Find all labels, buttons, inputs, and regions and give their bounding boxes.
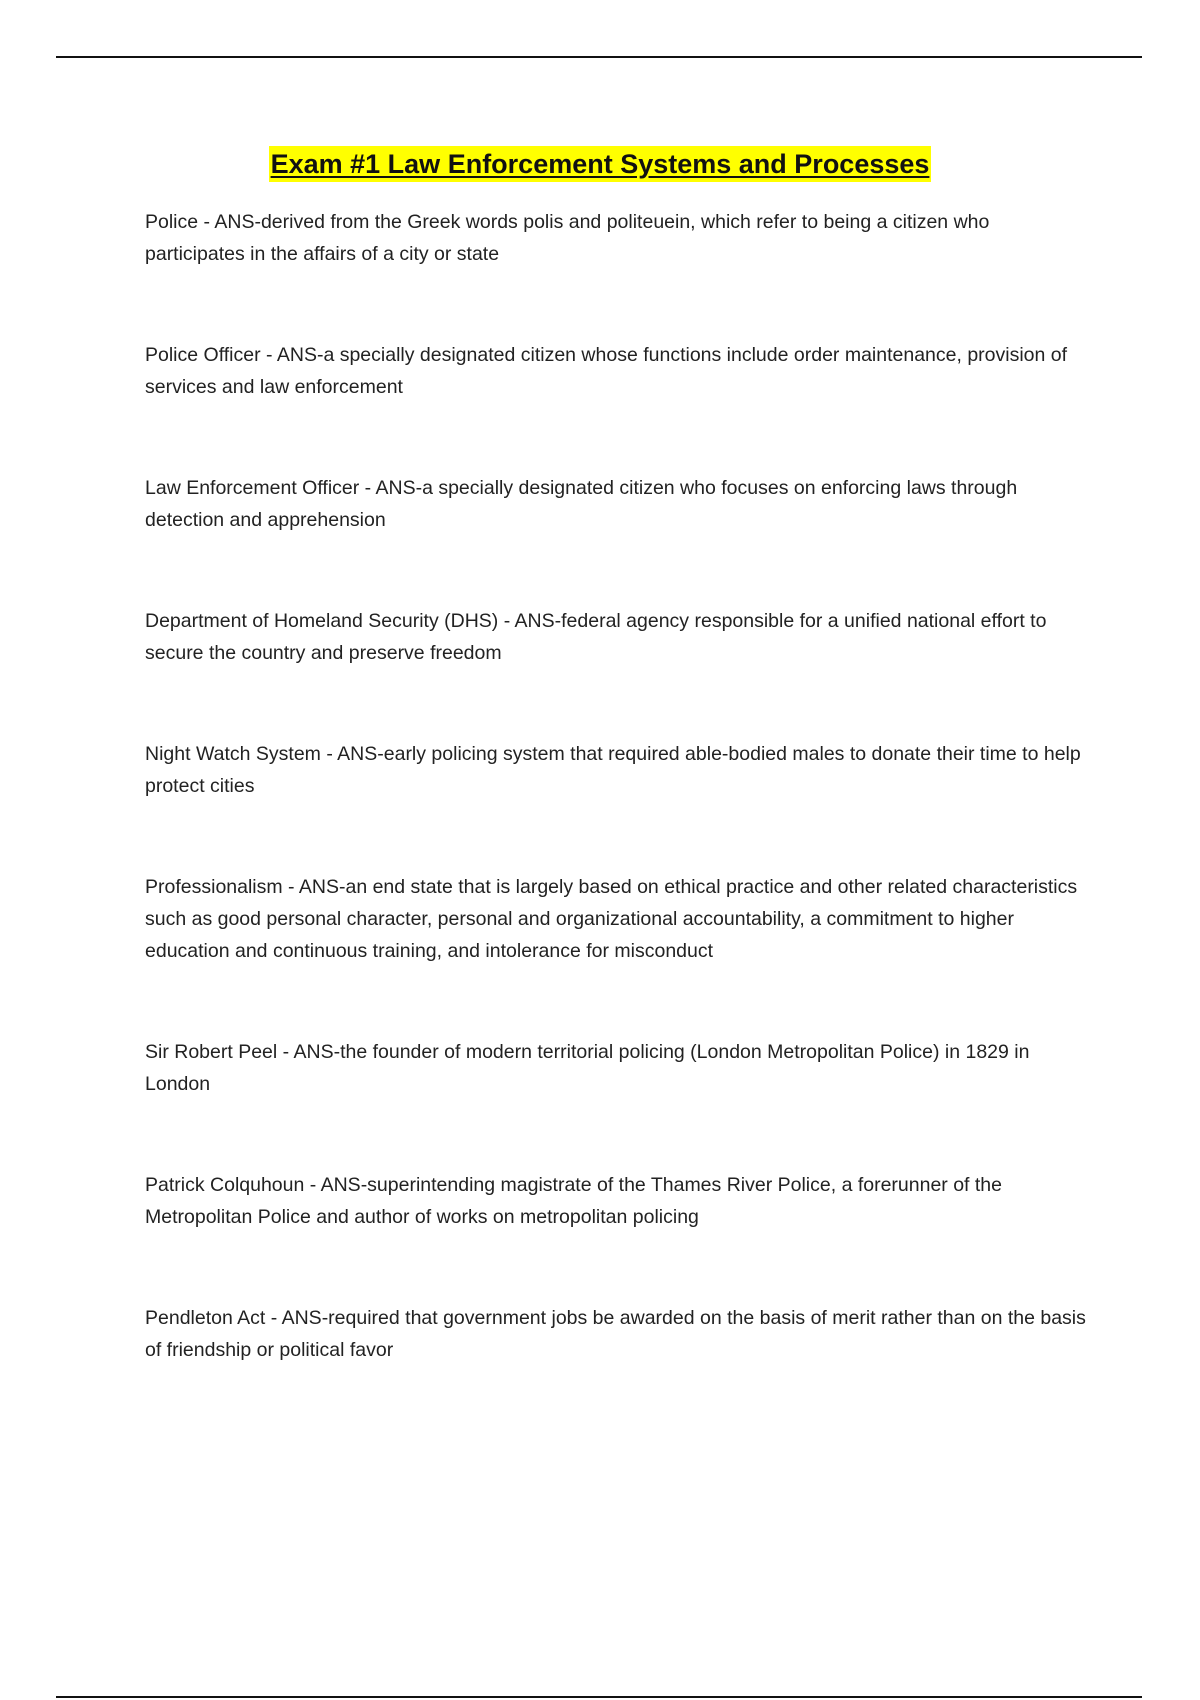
title-container (0, 146, 1200, 182)
term-entry-robert-peel: Sir Robert Peel - ANS-the founder of modern territorial policing (London Metropolitan Police) in 1829 in London (145, 1041, 1030, 1095)
term-entry-night-watch: Night Watch System - ANS-early policing system that required able-bodied males to donate their time to help protect cities (145, 743, 1081, 797)
footer-rule (56, 1696, 1142, 1698)
term-entry-patrick-colquhoun: Patrick Colquhoun - ANS-superintending magistrate of the Thames River Police, a forerunner of the Metropolitan Police and author of works on metropolitan policing (145, 1174, 1003, 1228)
term-entry-law-enforcement-officer: Law Enforcement Officer - ANS-a specially designated citizen who focuses on enforcing laws through detection and apprehension (145, 477, 1018, 531)
term-entry-dhs: Department of Homeland Security (DHS) - ANS-federal agency responsible for a unified national effort to secure the country and preserve freedom (145, 610, 1047, 664)
term-entry-police: Police - ANS-derived from the Greek words polis and politeuein, which refer to being a citizen who participates in the affairs of a city or state (145, 211, 990, 265)
term-list (145, 206, 1090, 1435)
term-entry-professionalism: Professionalism - ANS-an end state that is largely based on ethical practice and other related characteristics such as good personal character, personal and organizational accountability, a commitment to higher education and continuous training, and intolerance for misconduct (145, 876, 1078, 962)
term-entry-police-officer: Police Officer - ANS-a specially designated citizen whose functions include order maintenance, provision of services and law enforcement (145, 344, 1068, 398)
term-entry-pendleton-act: Pendleton Act - ANS-required that government jobs be awarded on the basis of merit rather than on the basis of friendship or political favor (145, 1307, 1086, 1361)
page-title: Exam #1 Law Enforcement Systems and Processes (269, 146, 932, 182)
header-rule (56, 56, 1142, 58)
